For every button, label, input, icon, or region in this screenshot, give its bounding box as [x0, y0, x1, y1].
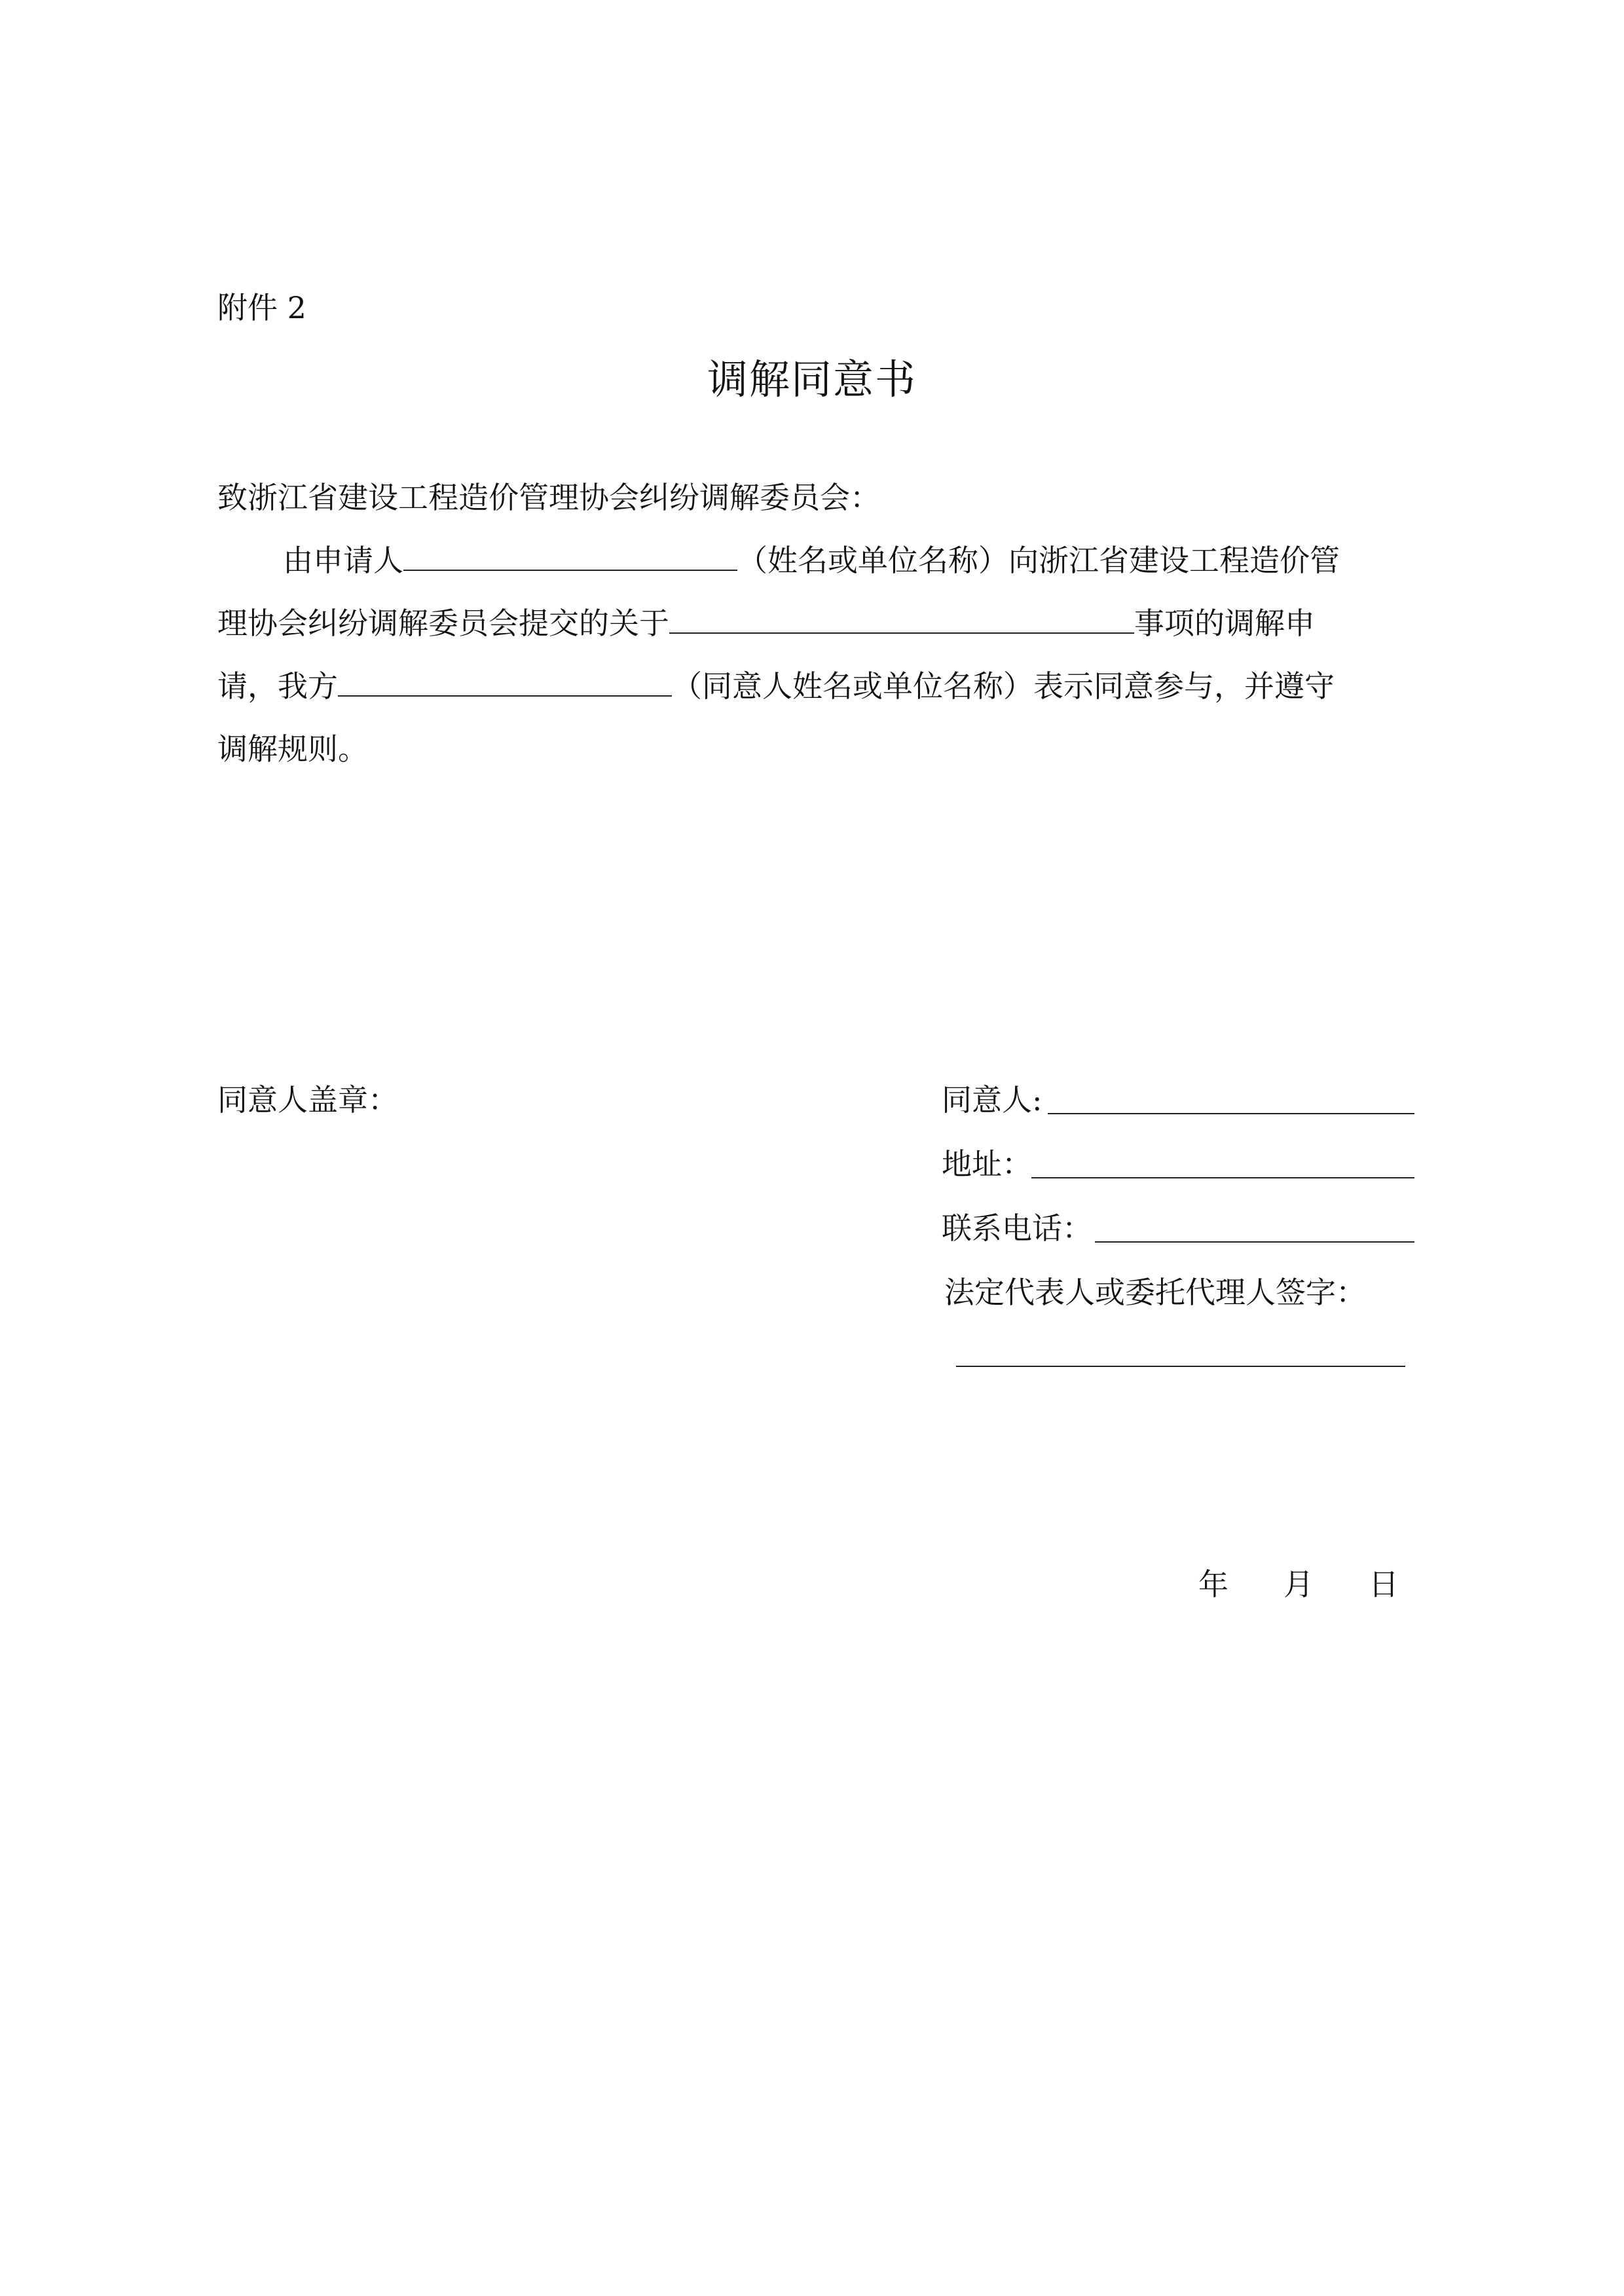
- document-title: 调解同意书: [707, 355, 917, 403]
- legal-rep-label: 法定代表人或委托代理人签字：: [944, 1275, 1366, 1310]
- date-day: 日: [1369, 1567, 1399, 1602]
- seal-label: 同意人盖章：: [217, 1082, 398, 1118]
- legal-rep-signature-blank[interactable]: [956, 1366, 1405, 1367]
- body-line-1: [283, 541, 1340, 580]
- line2-suffix: 事项的调解申: [1134, 606, 1315, 641]
- body-line-2: [217, 604, 1315, 643]
- line2-prefix: 理协会纠纷调解委员会提交的关于: [217, 606, 669, 641]
- date-year: 年: [1198, 1567, 1228, 1602]
- body-line-4: 调解规则。: [217, 731, 368, 767]
- line3-prefix: 请，我方: [217, 668, 338, 704]
- phone-label: 联系电话：: [942, 1211, 1092, 1246]
- date-line: [1198, 1565, 1399, 1604]
- matter-blank[interactable]: [669, 606, 1134, 634]
- consenter-label: 同意人:: [942, 1082, 1043, 1118]
- salutation: 致浙江省建设工程造价管理协会纠纷调解委员会：: [217, 480, 880, 515]
- address-label: 地址：: [942, 1146, 1032, 1182]
- consenter-blank[interactable]: [1048, 1113, 1414, 1114]
- address-blank[interactable]: [1031, 1177, 1414, 1178]
- line1-prefix: 由申请人: [283, 543, 403, 578]
- line1-mid: （姓名或单位名称）向浙江省建设工程造价管: [737, 543, 1340, 578]
- attachment-label: 附件 2: [217, 290, 306, 325]
- applicant-name-blank[interactable]: [403, 543, 737, 571]
- body-line-3: [217, 666, 1335, 706]
- line3-suffix: （同意人姓名或单位名称）表示同意参与，并遵守: [672, 668, 1335, 704]
- phone-blank[interactable]: [1095, 1241, 1414, 1243]
- date-month: 月: [1283, 1567, 1314, 1602]
- consenter-name-blank[interactable]: [338, 669, 672, 697]
